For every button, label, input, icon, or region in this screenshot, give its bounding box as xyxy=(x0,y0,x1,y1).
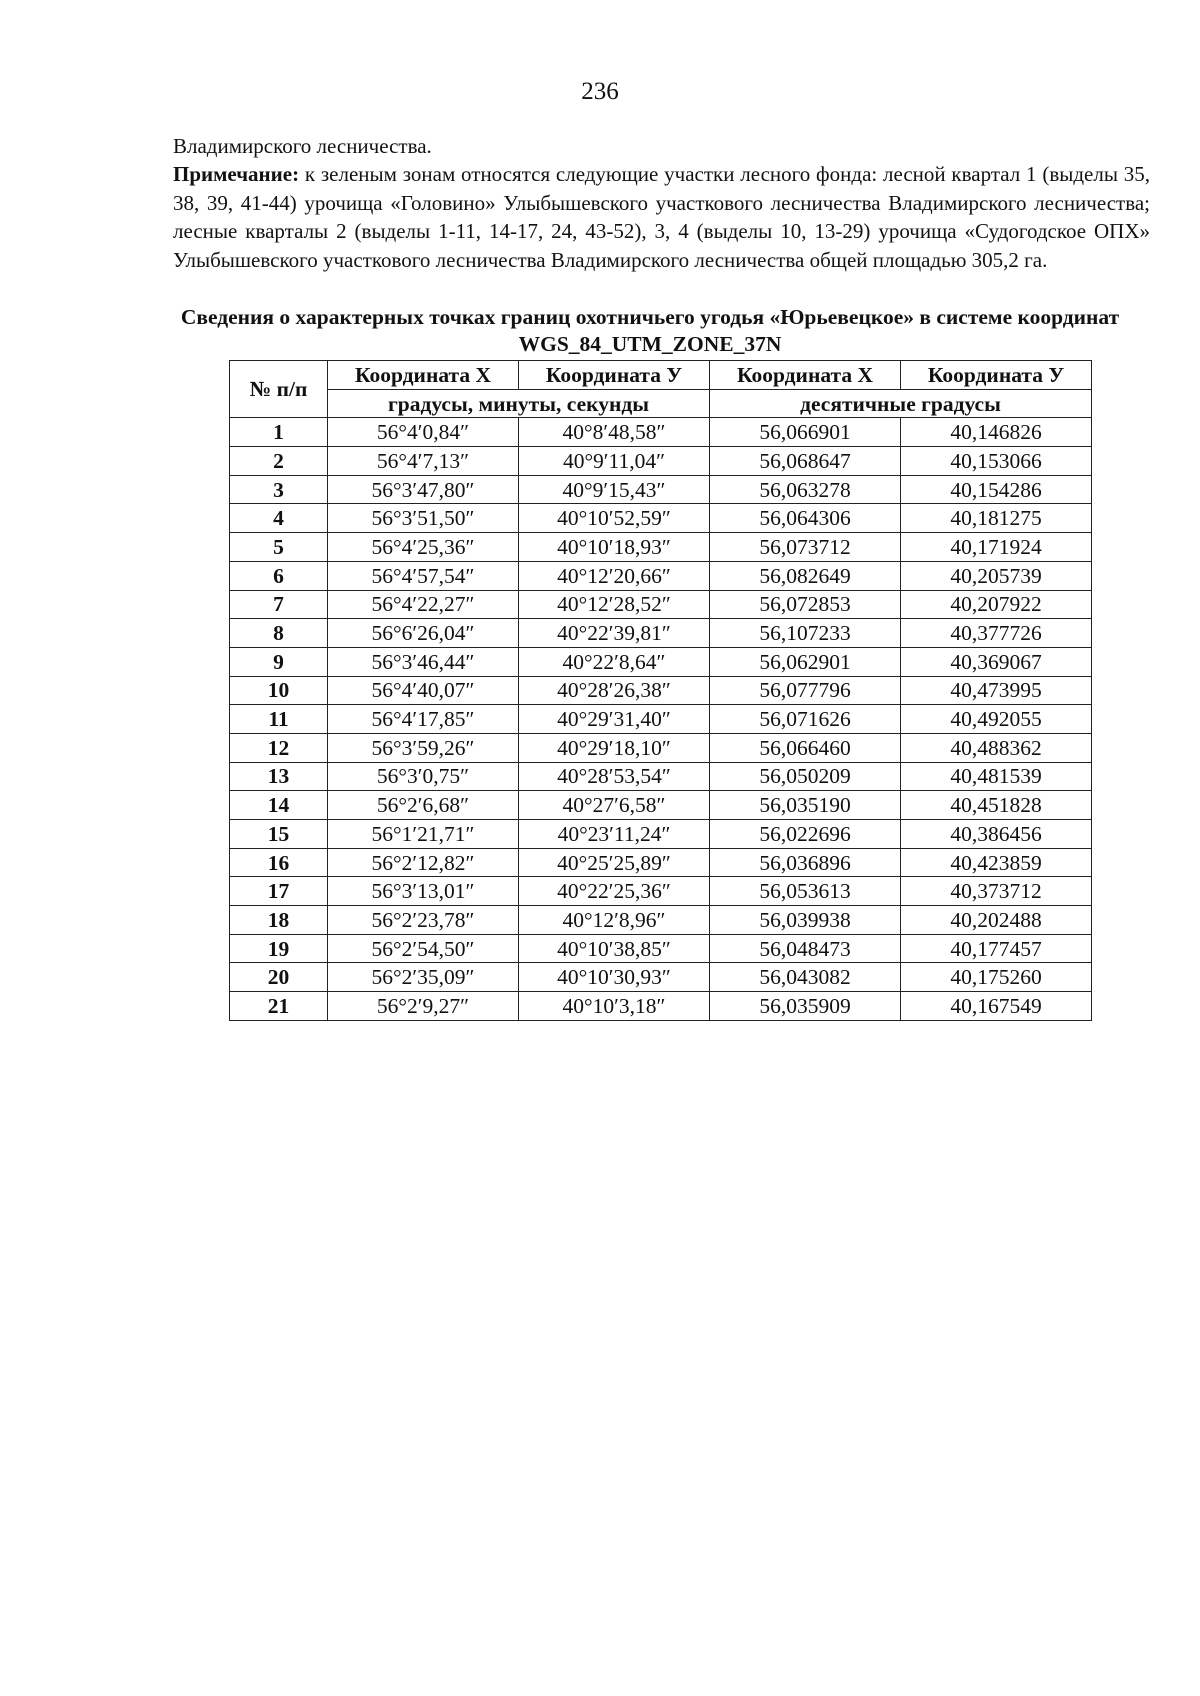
cell-x-dms: 56°3′51,50″ xyxy=(328,504,519,533)
cell-y-dms: 40°28′26,38″ xyxy=(519,676,710,705)
table-row xyxy=(230,504,1092,533)
row-number: 1 xyxy=(230,418,328,447)
row-number: 2 xyxy=(230,447,328,476)
cell-y-dms: 40°22′25,36″ xyxy=(519,877,710,906)
table-row xyxy=(230,848,1092,877)
cell-y-dec: 40,386456 xyxy=(901,820,1092,849)
cell-x-dec: 56,107233 xyxy=(710,619,901,648)
note-text: к зеленым зонам относятся следующие участки лесного фонда: лесной квартал 1 (выделы 35, 38, 39, 41-44) урочища «Головино» Улыбышевского участкового лесничества Владимирского лесничества; лесные кварталы 2 (выделы 1-11, 14-17, 24, 43-52), 3, 4 (выделы 10, 13-29) урочища «Судогодское ОПХ» Улыбышевского участкового лесничества Владимирского лесничества общей площадью 305,2 га. xyxy=(173,162,1150,272)
cell-y-dec: 40,481539 xyxy=(901,762,1092,791)
cell-x-dms: 56°4′57,54″ xyxy=(328,561,519,590)
row-number: 5 xyxy=(230,533,328,562)
cell-x-dec: 56,036896 xyxy=(710,848,901,877)
cell-x-dms: 56°3′46,44″ xyxy=(328,647,519,676)
cell-y-dms: 40°22′39,81″ xyxy=(519,619,710,648)
cell-x-dms: 56°3′47,80″ xyxy=(328,475,519,504)
table-body xyxy=(230,418,1092,1020)
header-coord-x-dms: Координата X xyxy=(328,361,519,390)
header-coord-y-dms: Координата У xyxy=(519,361,710,390)
table-row xyxy=(230,647,1092,676)
cell-y-dec: 40,205739 xyxy=(901,561,1092,590)
cell-y-dec: 40,207922 xyxy=(901,590,1092,619)
cell-x-dms: 56°3′59,26″ xyxy=(328,733,519,762)
cell-y-dms: 40°8′48,58″ xyxy=(519,418,710,447)
table-header-row xyxy=(230,361,1092,390)
cell-y-dms: 40°10′3,18″ xyxy=(519,992,710,1021)
row-number: 17 xyxy=(230,877,328,906)
row-number: 14 xyxy=(230,791,328,820)
cell-x-dms: 56°3′0,75″ xyxy=(328,762,519,791)
cell-x-dec: 56,053613 xyxy=(710,877,901,906)
table-row xyxy=(230,418,1092,447)
row-number: 6 xyxy=(230,561,328,590)
cell-x-dec: 56,043082 xyxy=(710,963,901,992)
table-row xyxy=(230,877,1092,906)
cell-x-dms: 56°3′13,01″ xyxy=(328,877,519,906)
cell-x-dms: 56°2′23,78″ xyxy=(328,906,519,935)
table-row xyxy=(230,906,1092,935)
page-number: 236 xyxy=(581,78,619,105)
cell-y-dms: 40°29′31,40″ xyxy=(519,705,710,734)
table-row xyxy=(230,934,1092,963)
cell-y-dms: 40°27′6,58″ xyxy=(519,791,710,820)
cell-x-dms: 56°4′0,84″ xyxy=(328,418,519,447)
cell-y-dms: 40°22′8,64″ xyxy=(519,647,710,676)
cell-x-dec: 56,073712 xyxy=(710,533,901,562)
note-paragraph xyxy=(173,160,1150,274)
row-number: 12 xyxy=(230,733,328,762)
header-units-dms: градусы, минуты, секунды xyxy=(328,389,710,418)
cell-x-dms: 56°6′26,04″ xyxy=(328,619,519,648)
cell-y-dms: 40°9′15,43″ xyxy=(519,475,710,504)
cell-x-dec: 56,077796 xyxy=(710,676,901,705)
row-number: 21 xyxy=(230,992,328,1021)
cell-y-dec: 40,202488 xyxy=(901,906,1092,935)
table-row xyxy=(230,447,1092,476)
table-units-row xyxy=(230,389,1092,418)
cell-y-dec: 40,171924 xyxy=(901,533,1092,562)
table-row xyxy=(230,475,1092,504)
cell-x-dms: 56°2′12,82″ xyxy=(328,848,519,877)
cell-y-dec: 40,377726 xyxy=(901,619,1092,648)
cell-x-dms: 56°4′17,85″ xyxy=(328,705,519,734)
cell-x-dms: 56°4′22,27″ xyxy=(328,590,519,619)
cell-y-dec: 40,369067 xyxy=(901,647,1092,676)
header-coord-x-dec: Координата X xyxy=(710,361,901,390)
row-number: 9 xyxy=(230,647,328,676)
cell-y-dec: 40,373712 xyxy=(901,877,1092,906)
table-row xyxy=(230,705,1092,734)
cell-x-dec: 56,064306 xyxy=(710,504,901,533)
coordinates-table xyxy=(229,360,1092,1021)
header-num: № п/п xyxy=(230,361,328,418)
cell-x-dec: 56,072853 xyxy=(710,590,901,619)
note-label: Примечание: xyxy=(173,162,300,187)
cell-y-dms: 40°25′25,89″ xyxy=(519,848,710,877)
cell-y-dec: 40,175260 xyxy=(901,963,1092,992)
cell-y-dms: 40°23′11,24″ xyxy=(519,820,710,849)
cell-x-dec: 56,039938 xyxy=(710,906,901,935)
row-number: 11 xyxy=(230,705,328,734)
table-row xyxy=(230,733,1092,762)
cell-x-dec: 56,062901 xyxy=(710,647,901,676)
cell-x-dec: 56,066460 xyxy=(710,733,901,762)
cell-y-dec: 40,492055 xyxy=(901,705,1092,734)
row-number: 15 xyxy=(230,820,328,849)
cell-y-dms: 40°12′28,52″ xyxy=(519,590,710,619)
cell-x-dec: 56,035190 xyxy=(710,791,901,820)
cell-y-dec: 40,146826 xyxy=(901,418,1092,447)
cell-y-dms: 40°10′18,93″ xyxy=(519,533,710,562)
table-row xyxy=(230,820,1092,849)
cell-x-dms: 56°2′35,09″ xyxy=(328,963,519,992)
cell-x-dms: 56°2′9,27″ xyxy=(328,992,519,1021)
cell-x-dec: 56,050209 xyxy=(710,762,901,791)
cell-y-dec: 40,473995 xyxy=(901,676,1092,705)
cell-x-dec: 56,063278 xyxy=(710,475,901,504)
table-row xyxy=(230,561,1092,590)
row-number: 19 xyxy=(230,934,328,963)
cell-y-dec: 40,423859 xyxy=(901,848,1092,877)
header-coord-y-dec: Координата У xyxy=(901,361,1092,390)
cell-x-dec: 56,048473 xyxy=(710,934,901,963)
cell-x-dms: 56°4′40,07″ xyxy=(328,676,519,705)
body-text xyxy=(173,132,1150,274)
table-row xyxy=(230,963,1092,992)
table-row xyxy=(230,619,1092,648)
cell-x-dec: 56,082649 xyxy=(710,561,901,590)
intro-line: Владимирского лесничества. xyxy=(173,134,432,158)
cell-y-dms: 40°10′30,93″ xyxy=(519,963,710,992)
cell-y-dec: 40,154286 xyxy=(901,475,1092,504)
table-row xyxy=(230,762,1092,791)
row-number: 18 xyxy=(230,906,328,935)
table-title: Сведения о характерных точках границ охотничьего угодья «Юрьевецкое» в системе координат WGS_84_UTM_ZONE_37N xyxy=(180,305,1120,356)
cell-x-dms: 56°1′21,71″ xyxy=(328,820,519,849)
row-number: 3 xyxy=(230,475,328,504)
table-row xyxy=(230,791,1092,820)
cell-y-dms: 40°10′38,85″ xyxy=(519,934,710,963)
cell-x-dec: 56,022696 xyxy=(710,820,901,849)
row-number: 8 xyxy=(230,619,328,648)
cell-y-dec: 40,181275 xyxy=(901,504,1092,533)
row-number: 20 xyxy=(230,963,328,992)
cell-x-dms: 56°4′7,13″ xyxy=(328,447,519,476)
row-number: 13 xyxy=(230,762,328,791)
header-units-dec: десятичные градусы xyxy=(710,389,1092,418)
row-number: 7 xyxy=(230,590,328,619)
cell-y-dms: 40°10′52,59″ xyxy=(519,504,710,533)
cell-x-dec: 56,071626 xyxy=(710,705,901,734)
cell-y-dec: 40,167549 xyxy=(901,992,1092,1021)
cell-x-dms: 56°2′54,50″ xyxy=(328,934,519,963)
cell-y-dms: 40°12′8,96″ xyxy=(519,906,710,935)
cell-y-dms: 40°29′18,10″ xyxy=(519,733,710,762)
cell-y-dec: 40,488362 xyxy=(901,733,1092,762)
row-number: 16 xyxy=(230,848,328,877)
table-row xyxy=(230,533,1092,562)
cell-x-dec: 56,068647 xyxy=(710,447,901,476)
cell-x-dec: 56,035909 xyxy=(710,992,901,1021)
cell-y-dec: 40,451828 xyxy=(901,791,1092,820)
cell-x-dms: 56°2′6,68″ xyxy=(328,791,519,820)
row-number: 4 xyxy=(230,504,328,533)
row-number: 10 xyxy=(230,676,328,705)
cell-y-dms: 40°12′20,66″ xyxy=(519,561,710,590)
table-row xyxy=(230,590,1092,619)
cell-y-dec: 40,177457 xyxy=(901,934,1092,963)
cell-x-dms: 56°4′25,36″ xyxy=(328,533,519,562)
cell-x-dec: 56,066901 xyxy=(710,418,901,447)
cell-y-dms: 40°28′53,54″ xyxy=(519,762,710,791)
cell-y-dms: 40°9′11,04″ xyxy=(519,447,710,476)
cell-y-dec: 40,153066 xyxy=(901,447,1092,476)
table-row xyxy=(230,992,1092,1021)
table-row xyxy=(230,676,1092,705)
